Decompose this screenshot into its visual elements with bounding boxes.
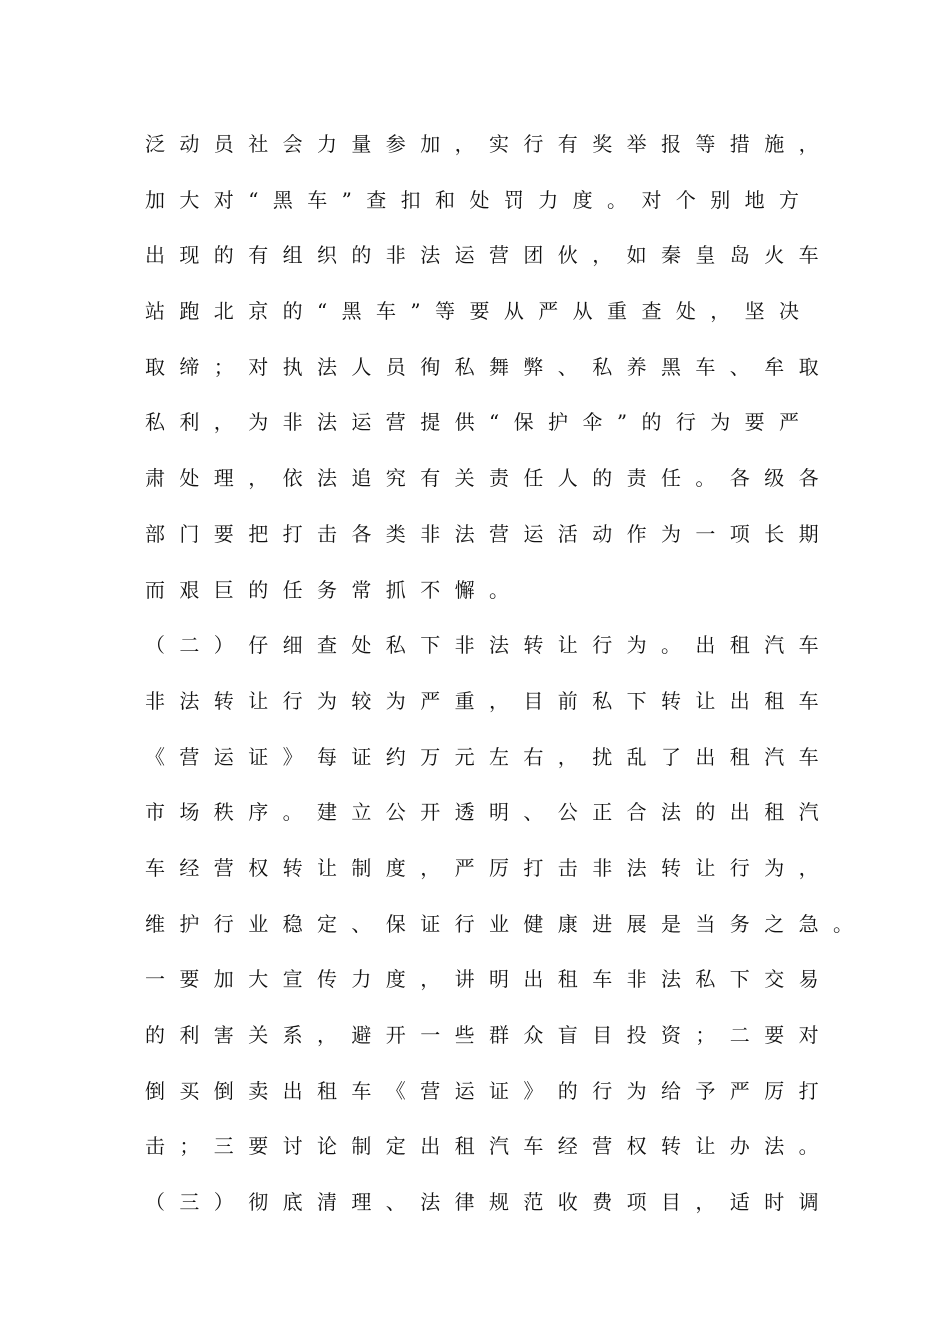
text-line: 私利，为非法运营提供“保护伞”的行为要严 (145, 410, 814, 435)
text-line: 一要加大宣传力度，讲明出租车非法私下交易 (145, 967, 833, 992)
text-line: 非法转让行为较为严重，目前私下转让出租车 (145, 688, 833, 713)
text-line: 取缔；对执法人员徇私舞弊、私养黑车、牟取 (145, 354, 833, 379)
text-line: 车经营权转让制度，严厉打击非法转让行为， (145, 855, 833, 880)
text-line: 《营运证》每证约万元左右，扰乱了出租汽车 (145, 744, 833, 769)
text-line: 维护行业稳定、保证行业健康进展是当务之急。 (145, 911, 868, 936)
body-text (145, 126, 868, 1240)
section-heading-line: （三）彻底清理、法律规范收费项目，适时调 (145, 1190, 833, 1215)
text-line: 的利害关系，避开一些群众盲目投资；二要对 (145, 1023, 833, 1047)
text-line: 市场秩序。建立公开透明、公正合法的出租汽 (145, 800, 833, 825)
section-heading-line: （二）仔细查处私下非法转让行为。出租汽车 (145, 633, 833, 658)
text-line: 而艰巨的任务常抓不懈。 (145, 577, 524, 602)
text-line: 泛动员社会力量参加，实行有奖举报等措施， (145, 132, 833, 156)
text-line: 击；三要讨论制定出租汽车经营权转让办法。 (145, 1134, 833, 1159)
text-line: 部门要把打击各类非法营运活动作为一项长期 (145, 521, 833, 546)
text-line: 出现的有组织的非法运营团伙，如秦皇岛火车 (145, 243, 833, 268)
text-line: 加大对“黑车”查扣和处罚力度。对个别地方 (145, 187, 814, 212)
text-line: 站跑北京的“黑车”等要从严从重查处，坚决 (145, 299, 814, 324)
text-line: 倒买倒卖出租车《营运证》的行为给予严厉打 (145, 1078, 833, 1103)
text-line: 肃处理，依法追究有关责任人的责任。各级各 (145, 466, 833, 491)
